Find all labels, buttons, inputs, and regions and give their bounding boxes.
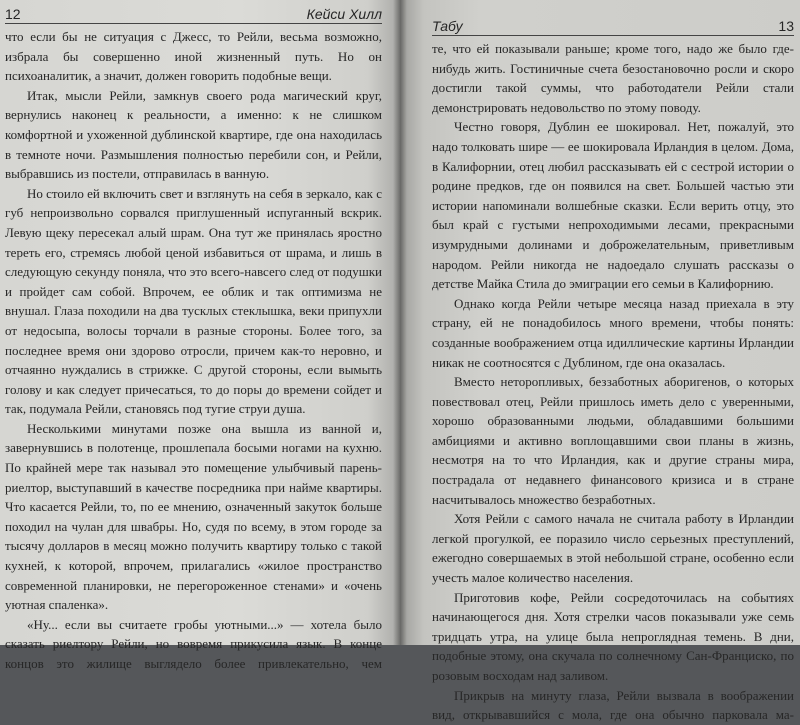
left-running-title: Кейси Хилл xyxy=(306,6,382,22)
right-page-number: 13 xyxy=(778,18,794,34)
left-page xyxy=(0,0,400,671)
paragraph: те, что ей показывали раньше; кроме того, надо же было где-нибудь жить. Гостиничные счета безостановочно росли и скоро достигли такой суммы, что работодатели Рейли стали демонстрировать недовольство по этому поводу. xyxy=(432,41,794,115)
right-running-title: Табу xyxy=(432,18,463,34)
paragraph: Итак, мысли Рейли, замкнув своего рода магический круг, вернулись наконец к реальности, а именно: к не слишком комфортной и ухоженной дублинской квартире, где она находилась в темноте ночи. Размышления полностью перебили сон, и Рейли, выбравшись из постели, отправилась в ванную. xyxy=(5,87,382,182)
paragraph: Но стоило ей включить свет и взглянуть на себя в зеркало, как с губ непроизвольно сорвался приглушенный испуганный вскрик. Левую щеку пересекал алый шрам. Она тут же принялась яростно тереть его, стремясь любой ценой избавиться от шрама, и лишь в следующую секунду поняла, что это всего-навсего след от подушки и пройдет сам собой. Впрочем, ее облик и так оптимизма не внушал. Глаза походили на два тусклых стеклышка, веки припухли от недосыпа, волосы торчали в разные стороны. Более того, за последнее время они здорово отросли, причем как-то неровно, и отчаянно нуждались в стрижке. С другой стороны, если вымыть голову и как следует причесаться, то до поры до времени сойдет и так, подумала Рейли, становясь под тугие струи душа. xyxy=(5,185,382,417)
paragraph: Вместо неторопливых, беззаботных аборигенов, о которых повествовал отец, Рейли пришлось иметь дело с уверенными, хорошо образованными людьми, обладавшими большими амбициями и активно воплощавшими свои планы в жизнь, несмотря на то что Ирландия, как и другие страны мира, пострадала от недавнего финансового кризиса и в стране насчитывалось множество безработных. xyxy=(432,374,794,507)
right-page xyxy=(400,0,800,723)
left-running-head xyxy=(5,6,382,24)
paragraph: что если бы не ситуация с Джесс, то Рейли, весьма возможно, избрала бы совершенно иной жизненный путь. Но он психоаналитик, а значит, должен говорить подобные вещи. xyxy=(5,29,382,84)
paragraph: Честно говоря, Дублин ее шокировал. Нет, пожалуй, это надо толковать шире — ее шокировала Ирландия в целом. Дома, в Калифорнии, отец любил рассказывать ей с сестрой истории о родине предков, где он появился на свет. Большей частью эти истории напоминали волшебные сказки. Если верить отцу, это был край с густыми непроходимыми лесами, прекрасными изумрудными долинами и доброжелательным, приветливым народом. Рейли никогда не надоедало слушать рассказы о детстве Майка Стила до эмиграции его семьи в Калифорнию. xyxy=(432,119,794,292)
right-running-head xyxy=(432,18,794,36)
paragraph: Приготовив кофе, Рейли сосредоточилась на событиях начинающегося дня. Хотя стрелки часов показывали уже семь тридцать утра, на улице была непроглядная темень. В дни, подобные этому, она скучала по солнечному Сан-Франциско, по розовым восходам над заливом. xyxy=(432,589,794,683)
paragraph: Несколькими минутами позже она вышла из ванной и, завернувшись в полотенце, прошлепала босыми ногами на кухню. По крайней мере так называл это помещение улыбчивый парень-риелтор, выступавший в качестве посредника при найме квартиры. Что касается Рейли, то, по ее мнению, означенный закуток больше походил на чулан для швабры. Но, судя по всему, в этом городе за тысячу долларов в месяц можно получить квартиру только с такой кухней, к которой, впрочем, прилагались «жилое пространство современной планировки, не перегороженное стенами» и «очень уютная спаленка». xyxy=(5,420,382,613)
paragraph: Прикрыв на минуту глаза, Рейли вызвала в воображении вид, открывавшийся с мола, где она обычно парковала ма- xyxy=(432,687,794,723)
left-page-text xyxy=(5,27,382,674)
paragraph: Хотя Рейли с самого начала не считала работу в Ирландии легкой прогулкой, ее поразило число серьезных преступлений, ежегодно совершаемых в этой небольшой стране, особенно если учесть малое количество населения. xyxy=(432,511,794,586)
right-page-text xyxy=(432,39,794,725)
paragraph: «Ну... если вы считаете гробы уютными...» — хотела было сказать риелтору Рейли, но вовремя прикусила язык. В конце концов это жилище выглядело более привлекательно, чем xyxy=(5,616,382,671)
book-gutter-shadow xyxy=(393,0,407,645)
left-page-number: 12 xyxy=(5,6,21,22)
paragraph: Однако когда Рейли четыре месяца назад приехала в эту страну, ей не понадобилось много времени, чтобы понять: созданные воображением отца идиллические картины Ирландии никак не соотносятся с Дублином, где она оказалась. xyxy=(432,295,794,370)
